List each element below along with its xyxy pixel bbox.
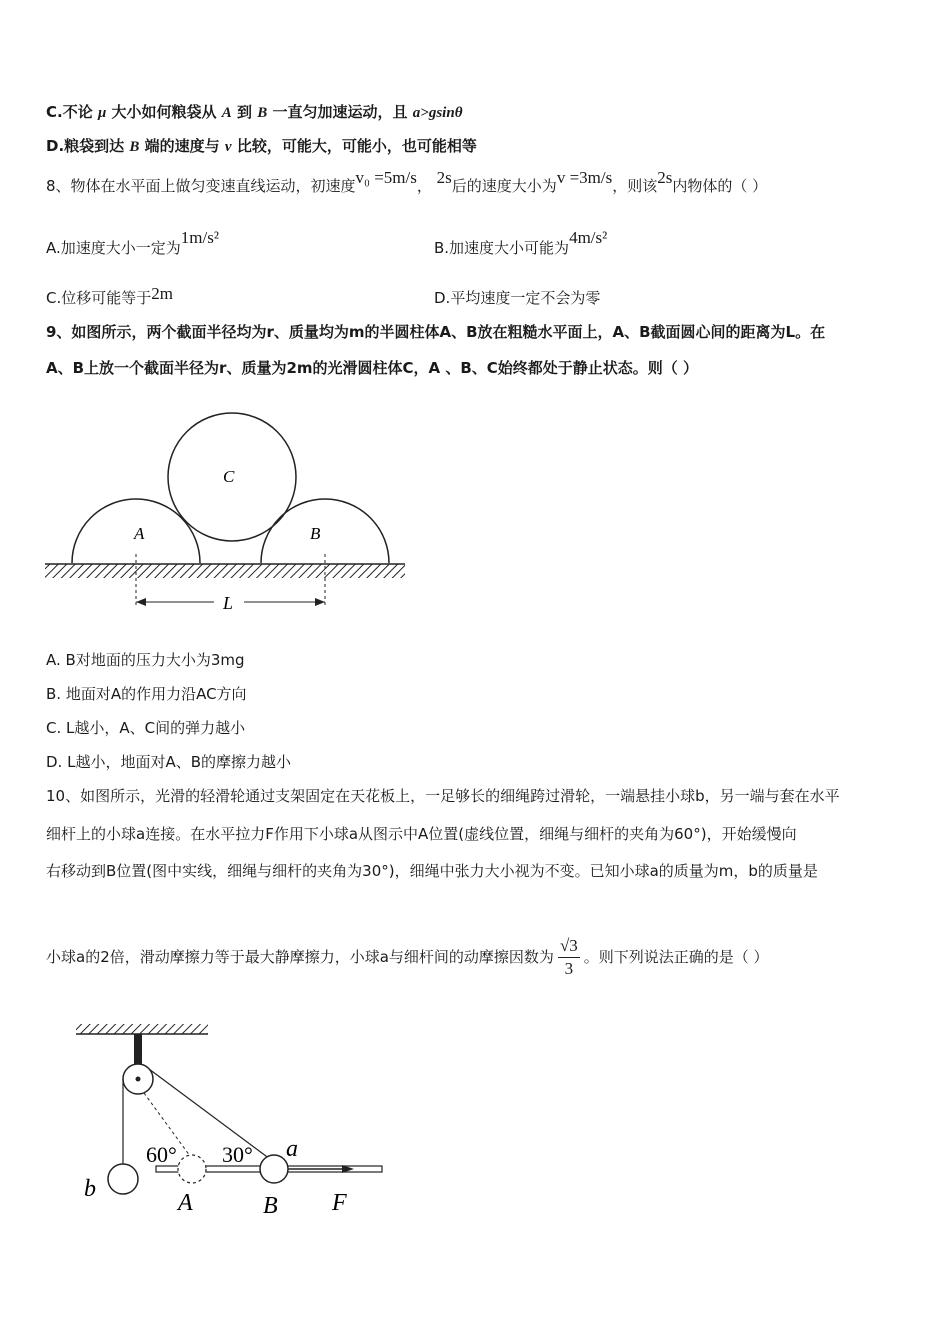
pulley-axle (136, 1077, 141, 1082)
q8-t: 2s (436, 168, 452, 187)
label-force-f: F (332, 1190, 347, 1216)
q8-stem-b: 后的速度大小为 (451, 177, 557, 195)
q8-stem-a: 8、物体在水平面上做匀变速直线运动，初速度 (46, 177, 356, 195)
q7-option-c-text: 不论 (62, 103, 93, 121)
label-ball-a: a (286, 1136, 298, 1162)
arrow-left-head (136, 598, 146, 606)
label-l: L (223, 593, 234, 613)
q8-option-c-text: C.位移可能等于 (46, 289, 152, 307)
label-60-degrees: 60° (146, 1142, 177, 1167)
q8-v0: v₀ =5m/s (355, 168, 417, 187)
q8-option-b-value: 4m/s² (569, 228, 608, 247)
q7-option-c (46, 102, 462, 123)
q7-option-c-mu: μ (97, 105, 107, 121)
q8-option-d-text: D.平均速度一定不会为零 (434, 289, 601, 307)
ground-hatch (45, 564, 405, 578)
q8-option-b-text: B.加速度大小可能为 (434, 239, 570, 257)
q8-option-a-text: A.加速度大小一定为 (46, 239, 181, 257)
arrow-right-head (315, 598, 325, 606)
q7-option-c-formula: a>gsinθ (412, 105, 463, 121)
half-cylinder-b (261, 499, 389, 563)
q10-stem-line1: 10、如图所示，光滑的轻滑轮通过支架固定在天花板上，一足够长的细绳跨过滑轮，一端悬挂小球b，另一端与套在水平 (46, 787, 840, 805)
label-b: B (310, 524, 321, 543)
q7-option-d-label: D. (46, 137, 65, 155)
q8-option-c-value: 2m (151, 284, 173, 303)
q7-option-c-text3: 一直匀加速运动，且 (272, 103, 408, 121)
q8-stem (46, 168, 768, 196)
q7-option-c-b: B (257, 105, 268, 121)
friction-coefficient-fraction (558, 935, 580, 980)
q9-stem-line2: A、B上放一个截面半径为r、质量为2m的光滑圆柱体C，A 、B、C始终都处于静止状态。则（ ） (46, 359, 699, 377)
q8-option-a-value: 1m/s² (180, 228, 219, 247)
q8-option-b (434, 228, 608, 258)
q9-stem-line1: 9、如图所示，两个截面半径均为r、质量均为m的半圆柱体A、B放在粗糙水平面上，A、B截面圆心间的距离为L。在 (46, 323, 826, 341)
q8-stem-c: ，则该 (612, 177, 658, 195)
ball-a (260, 1155, 288, 1183)
label-position-b: B (263, 1193, 278, 1219)
q7-option-d (46, 136, 477, 157)
label-position-a: A (178, 1190, 193, 1216)
q10-figure (72, 1016, 388, 1222)
q8-option-a (46, 228, 219, 258)
q9-option-c: C. L越小，A、C间的弹力越小 (46, 719, 246, 737)
label-30-degrees: 30° (222, 1142, 253, 1167)
label-ball-b: b (84, 1176, 96, 1202)
q10-stem-line3: 右移动到B位置(图中实线，细绳与细杆的夹角为30°)，细绳中张力大小视为不变。已知小球a的质量为m，b的质量是 (46, 862, 818, 880)
q8-stem-d: 内物体的（ ） (672, 177, 768, 195)
label-a: A (134, 524, 145, 543)
q9-option-a: A. B对地面的压力大小为3mg (46, 651, 245, 669)
q7-option-c-text2: 大小如何粮袋从 (111, 103, 217, 121)
q9-option-b: B. 地面对A的作用力沿AC方向 (46, 685, 247, 703)
q7-option-d-text2: 端的速度与 (144, 137, 220, 155)
q8-option-d (434, 288, 600, 308)
q9-option-d: D. L越小，地面对A、B的摩擦力越小 (46, 753, 291, 771)
q7-option-c-to: 到 (237, 103, 253, 121)
q8-v: v =3m/s (556, 168, 613, 187)
pulley-support (134, 1034, 142, 1066)
q8-option-c (46, 284, 173, 308)
q10-stem-line4 (46, 932, 769, 982)
q7-option-c-a: A (221, 105, 232, 121)
q9-figure (44, 408, 408, 618)
q8-comma: ， (416, 177, 432, 195)
q8-t2: 2s (657, 168, 673, 187)
label-c: C (223, 467, 235, 486)
ceiling-hatch (76, 1024, 208, 1034)
fraction-denominator: 3 (564, 959, 574, 978)
ball-b (108, 1164, 138, 1194)
q7-option-d-text: 粮袋到达 (64, 137, 125, 155)
q7-option-d-text3: 比较，可能大，可能小，也可能相等 (236, 137, 477, 155)
q7-option-c-label: C. (46, 103, 63, 121)
fraction-numerator: √3 (558, 935, 580, 958)
q7-option-d-v: v (224, 139, 232, 155)
ball-a-position-a (178, 1155, 206, 1183)
q7-option-d-b: B (129, 139, 140, 155)
q10-stem-line2: 细杆上的小球a连接。在水平拉力F作用下小球a从图示中A位置(虚线位置，细绳与细杆的夹角为60°)，开始缓慢向 (46, 825, 797, 843)
q10-stem-line4b: 。则下列说法正确的是（ ） (583, 948, 769, 966)
q10-stem-line4a: 小球a的2倍，滑动摩擦力等于最大静摩擦力，小球a与细杆间的动摩擦因数为 (46, 948, 554, 966)
